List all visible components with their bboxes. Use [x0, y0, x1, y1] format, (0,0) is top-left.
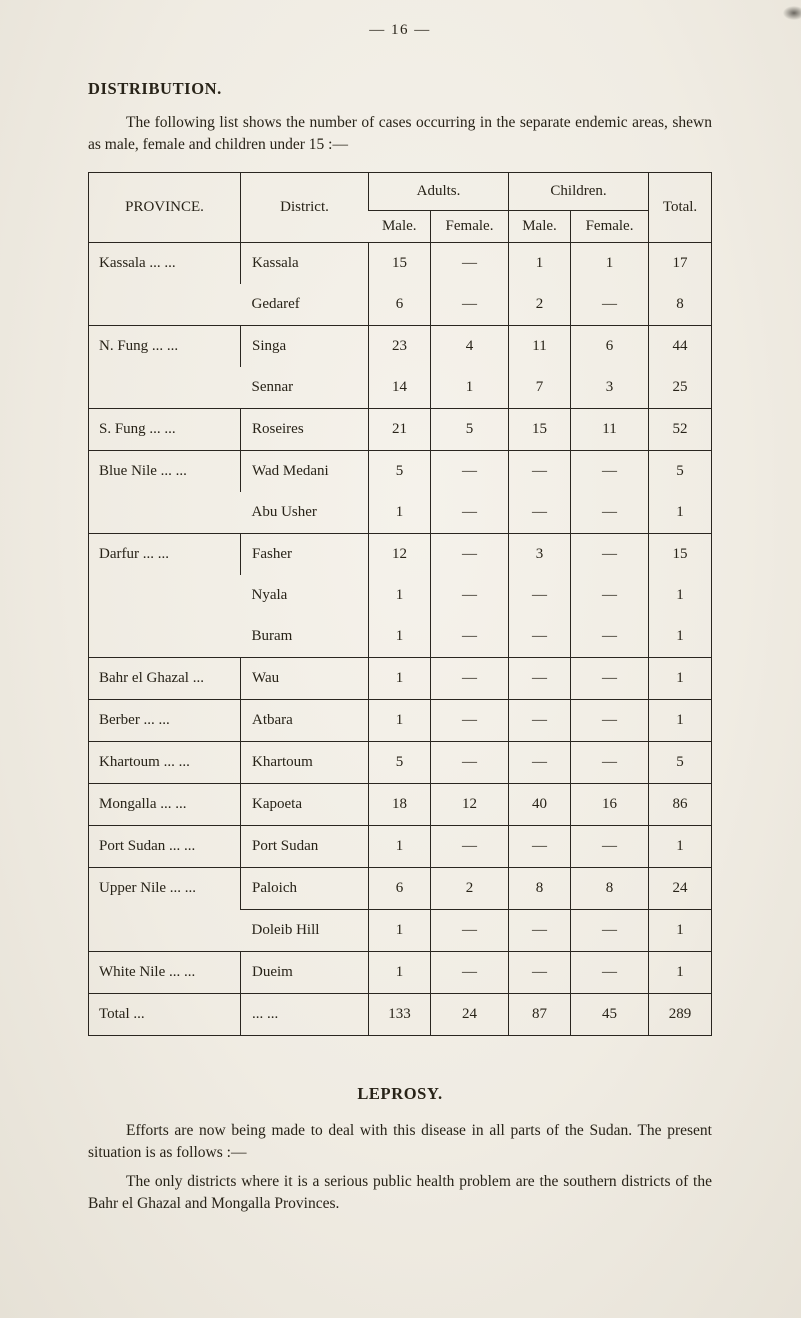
adults-female-cell: — — [431, 951, 509, 993]
adults-female-cell: — — [431, 616, 509, 658]
children-male-cell: 1 — [509, 242, 571, 284]
row-total-cell: 1 — [649, 657, 712, 699]
total-leader-cell: ... ... — [241, 993, 369, 1035]
children-male-cell: 40 — [509, 783, 571, 825]
table-row — [89, 450, 712, 492]
row-total-cell: 8 — [649, 284, 712, 326]
row-total-cell: 25 — [649, 367, 712, 409]
adults-female-cell: — — [431, 909, 509, 951]
district-cell: Doleib Hill — [241, 909, 369, 951]
province-cell: Bahr el Ghazal ... — [89, 657, 241, 699]
table-row — [89, 783, 712, 825]
adults-male-cell: 1 — [369, 575, 431, 616]
district-cell: Singa — [241, 325, 369, 367]
children-male-cell: — — [509, 575, 571, 616]
province-cell: White Nile ... ... — [89, 951, 241, 993]
table-row — [89, 242, 712, 284]
page-number: — 16 — — [369, 22, 431, 38]
adults-male-cell: 23 — [369, 325, 431, 367]
adults-male-cell: 12 — [369, 533, 431, 575]
province-cell: Kassala ... ... — [89, 242, 241, 325]
adults-male-cell: 1 — [369, 825, 431, 867]
adults-female-cell: — — [431, 492, 509, 534]
adults-female-cell: — — [431, 699, 509, 741]
district-cell: Kapoeta — [241, 783, 369, 825]
leprosy-heading: LEPROSY. — [357, 1083, 443, 1103]
children-male-cell: — — [509, 616, 571, 658]
province-cell: Upper Nile ... ... — [89, 867, 241, 951]
adults-male-cell: 14 — [369, 367, 431, 409]
children-female-cell: — — [571, 492, 649, 534]
province-cell: S. Fung ... ... — [89, 408, 241, 450]
children-female-cell: — — [571, 909, 649, 951]
children-male-cell: — — [509, 825, 571, 867]
district-cell: Fasher — [241, 533, 369, 575]
total-children-male-cell: 87 — [509, 993, 571, 1035]
adults-female-cell: — — [431, 242, 509, 284]
children-male-cell: 11 — [509, 325, 571, 367]
children-male-cell: — — [509, 909, 571, 951]
children-female-cell: 16 — [571, 783, 649, 825]
row-total-cell: 1 — [649, 575, 712, 616]
children-male-cell: — — [509, 450, 571, 492]
header-province: PROVINCE. — [125, 198, 204, 215]
adults-female-cell: — — [431, 657, 509, 699]
district-cell: Buram — [251, 627, 293, 644]
table-row — [89, 408, 712, 450]
adults-female-cell: — — [431, 284, 509, 326]
children-male-cell: 7 — [509, 367, 571, 409]
table-row — [89, 951, 712, 993]
children-male-cell: — — [509, 492, 571, 534]
children-female-cell: 6 — [571, 325, 649, 367]
adults-male-cell: 1 — [369, 657, 431, 699]
table-row — [89, 867, 712, 909]
row-total-cell: 1 — [649, 492, 712, 534]
province-cell: Darfur ... ... — [89, 533, 241, 657]
adults-female-cell: — — [431, 575, 509, 616]
children-female-cell: — — [571, 951, 649, 993]
table-row — [89, 825, 712, 867]
adults-female-cell: — — [431, 533, 509, 575]
district-cell: Wau — [241, 657, 369, 699]
children-male-cell: 2 — [509, 284, 571, 326]
children-male-cell: 3 — [509, 533, 571, 575]
district-cell: Kassala — [241, 242, 369, 284]
province-cell: Berber ... ... — [89, 699, 241, 741]
header-children-male: Male. — [509, 210, 571, 242]
header-children: Children. — [509, 172, 649, 210]
distribution-table-body — [89, 242, 712, 1035]
children-male-cell: — — [509, 657, 571, 699]
distribution-table-head — [89, 172, 712, 242]
header-children-female: Female. — [571, 210, 649, 242]
header-row-main — [89, 172, 712, 210]
leprosy-paragraph-1: Efforts are now being made to deal with this disease in all parts of the Sudan. The present situation is as follows :— — [88, 1121, 712, 1162]
adults-male-cell: 21 — [369, 408, 431, 450]
row-total-cell: 52 — [649, 408, 712, 450]
row-total-cell: 1 — [649, 825, 712, 867]
children-female-cell: — — [571, 699, 649, 741]
row-total-cell: 24 — [649, 867, 712, 909]
adults-female-cell: — — [431, 450, 509, 492]
header-adults: Adults. — [369, 172, 509, 210]
district-cell: Paloich — [241, 867, 369, 909]
adults-female-cell: 12 — [431, 783, 509, 825]
adults-male-cell: 1 — [369, 699, 431, 741]
table-row — [89, 699, 712, 741]
header-district: District. — [241, 172, 369, 242]
adults-female-cell: — — [431, 741, 509, 783]
adults-male-cell: 1 — [369, 616, 431, 658]
header-adults-female: Female. — [431, 210, 509, 242]
children-male-cell: — — [509, 699, 571, 741]
scan-artifact — [783, 6, 801, 20]
province-cell: Mongalla ... ... — [89, 783, 241, 825]
adults-female-cell: 5 — [431, 408, 509, 450]
row-total-cell: 17 — [649, 242, 712, 284]
table-total-row — [89, 993, 712, 1035]
adults-male-cell: 15 — [369, 242, 431, 284]
row-total-cell: 5 — [649, 450, 712, 492]
province-cell: N. Fung ... ... — [89, 325, 241, 408]
adults-male-cell: 6 — [369, 284, 431, 326]
grand-total-cell: 289 — [649, 993, 712, 1035]
row-total-cell: 44 — [649, 325, 712, 367]
row-total-cell: 86 — [649, 783, 712, 825]
district-cell: Gedaref — [251, 295, 300, 312]
children-female-cell: — — [571, 825, 649, 867]
adults-male-cell: 5 — [369, 450, 431, 492]
district-cell: Nyala — [251, 586, 288, 603]
children-male-cell: — — [509, 951, 571, 993]
adults-male-cell: 18 — [369, 783, 431, 825]
children-female-cell: — — [571, 533, 649, 575]
header-total: Total. — [649, 172, 712, 242]
district-cell: Atbara — [241, 699, 369, 741]
table-row — [89, 325, 712, 367]
district-cell: Roseires — [241, 408, 369, 450]
adults-male-cell: 1 — [369, 909, 431, 951]
children-female-cell: 8 — [571, 867, 649, 909]
children-female-cell: 11 — [571, 408, 649, 450]
children-male-cell: 15 — [509, 408, 571, 450]
province-cell: Port Sudan ... ... — [89, 825, 241, 867]
province-cell: Blue Nile ... ... — [89, 450, 241, 533]
children-female-cell: — — [571, 284, 649, 326]
row-total-cell: 1 — [649, 616, 712, 658]
row-total-cell: 15 — [649, 533, 712, 575]
adults-male-cell: 1 — [369, 951, 431, 993]
row-total-cell: 1 — [649, 699, 712, 741]
district-cell: Dueim — [241, 951, 369, 993]
row-total-cell: 5 — [649, 741, 712, 783]
district-cell: Khartoum — [241, 741, 369, 783]
adults-female-cell: 2 — [431, 867, 509, 909]
table-row — [89, 657, 712, 699]
total-label-cell: Total ... — [89, 993, 241, 1035]
children-female-cell: — — [571, 616, 649, 658]
total-adults-female-cell: 24 — [431, 993, 509, 1035]
adults-male-cell: 1 — [369, 492, 431, 534]
children-male-cell: — — [509, 741, 571, 783]
district-cell: Sennar — [251, 378, 294, 395]
children-female-cell: 3 — [571, 367, 649, 409]
row-total-cell: 1 — [649, 909, 712, 951]
adults-male-cell: 6 — [369, 867, 431, 909]
total-children-female-cell: 45 — [571, 993, 649, 1035]
total-adults-male-cell: 133 — [369, 993, 431, 1035]
children-female-cell: — — [571, 450, 649, 492]
children-female-cell: — — [571, 575, 649, 616]
table-row — [89, 533, 712, 575]
adults-female-cell: — — [431, 825, 509, 867]
district-cell: Wad Medani — [241, 450, 369, 492]
leprosy-paragraph-2: The only districts where it is a serious public health problem are the southern districts of the Bahr el Ghazal and Mongalla Provinces. — [88, 1172, 712, 1213]
children-male-cell: 8 — [509, 867, 571, 909]
distribution-intro: The following list shows the number of cases occurring in the separate endemic areas, shewn as male, female and children under 15 :— — [88, 114, 712, 154]
province-cell: Khartoum ... ... — [89, 741, 241, 783]
distribution-heading: DISTRIBUTION. — [88, 79, 222, 98]
distribution-table — [88, 172, 712, 1036]
district-cell: Port Sudan — [241, 825, 369, 867]
row-total-cell: 1 — [649, 951, 712, 993]
header-adults-male: Male. — [369, 210, 431, 242]
children-female-cell: — — [571, 741, 649, 783]
adults-female-cell: 1 — [431, 367, 509, 409]
children-female-cell: — — [571, 657, 649, 699]
district-cell: Abu Usher — [251, 503, 317, 520]
adults-male-cell: 5 — [369, 741, 431, 783]
adults-female-cell: 4 — [431, 325, 509, 367]
children-female-cell: 1 — [571, 242, 649, 284]
table-row — [89, 741, 712, 783]
